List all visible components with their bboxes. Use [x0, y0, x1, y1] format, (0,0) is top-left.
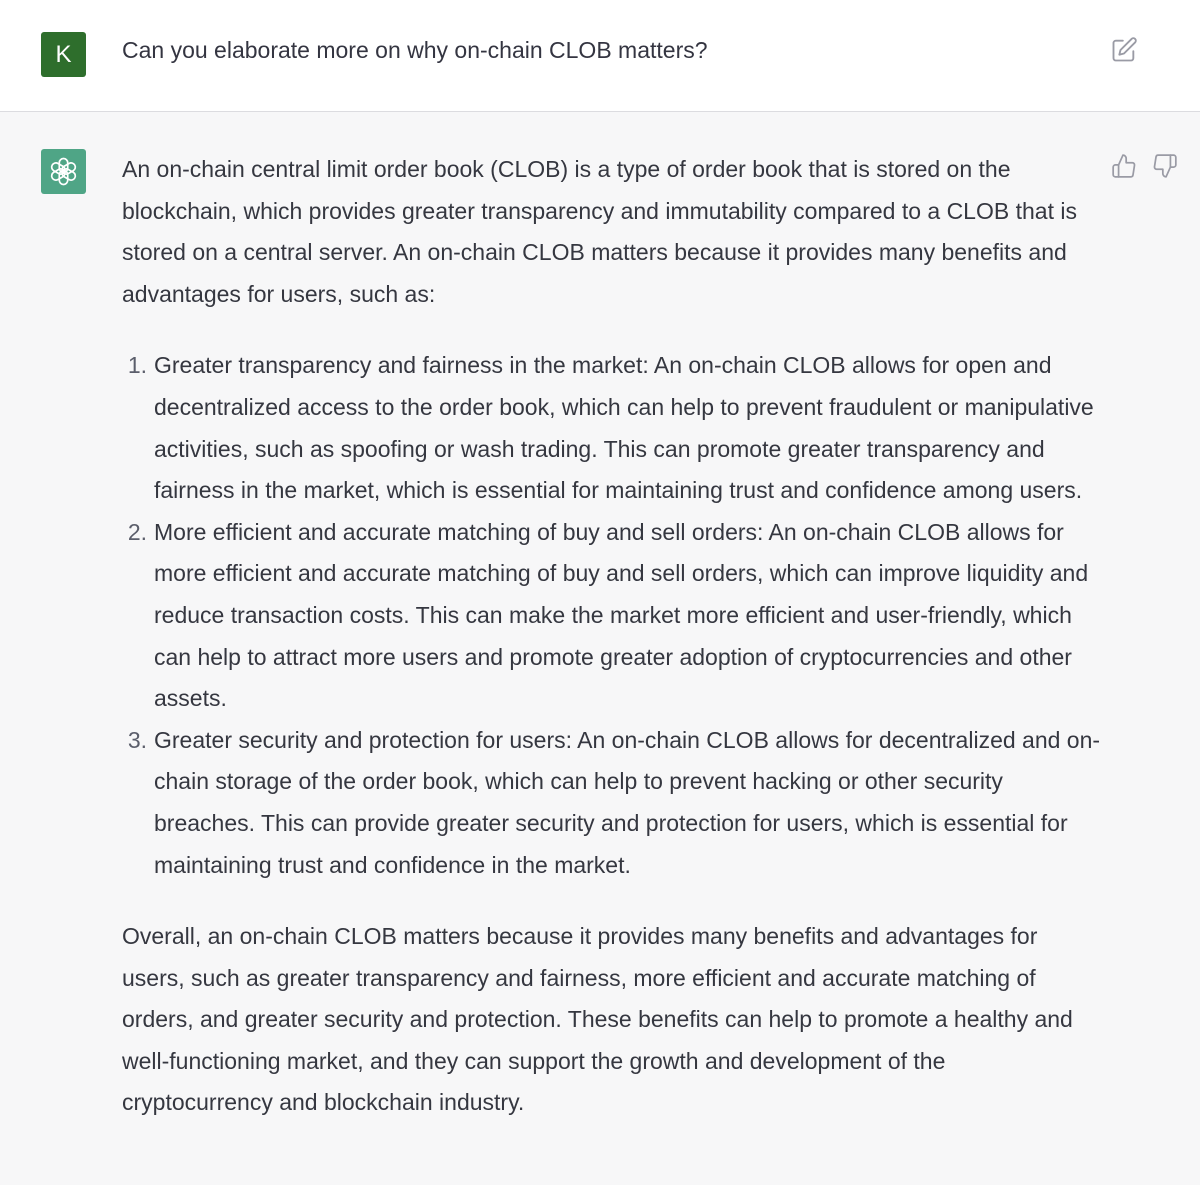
answer-intro: An on-chain central limit order book (CLOB) is a type of order book that is stored on the blockchain, which provides greater transparency and immutability compared to a CLOB that is stored on a central server. An on-chain CLOB matters because it provides many benefits and advantages for users, such as: — [122, 156, 1077, 307]
list-item-text: Greater security and protection for users: An on-chain CLOB allows for decentralized and on-chain storage of the order book, which can help to prevent hacking or other security breaches. This can provide greater security and protection for users, which is essential for maintaining trust and confidence in the market. — [154, 726, 1101, 878]
benefits-list — [122, 345, 1102, 886]
openai-logo-icon — [41, 149, 86, 194]
thumbs-down-icon[interactable] — [1152, 153, 1178, 179]
assistant-message-text — [122, 149, 1102, 1124]
list-item-number: 3. — [127, 726, 147, 753]
assistant-message-row — [0, 112, 1200, 1185]
list-item — [122, 720, 1102, 886]
list-item — [122, 345, 1102, 511]
user-message-row — [0, 0, 1200, 112]
list-item — [122, 512, 1102, 720]
edit-icon[interactable] — [1110, 36, 1138, 64]
list-item-number: 2. — [127, 518, 147, 545]
user-avatar: K — [41, 32, 86, 77]
list-item-number: 1. — [127, 352, 147, 379]
list-item-text: Greater transparency and fairness in the market: An on-chain CLOB allows for open and decentralized access to the order book, which can help to prevent fraudulent or manipulative activities, such as spoofing or wash trading. This can promote greater transparency and fairness in the market, which is essential for maintaining trust and confidence among users. — [154, 352, 1094, 504]
thumbs-up-icon[interactable] — [1111, 153, 1137, 179]
user-message-text: Can you elaborate more on why on-chain CLOB matters? — [122, 37, 708, 63]
list-item-text: More efficient and accurate matching of buy and sell orders: An on-chain CLOB allows for more efficient and accurate matching of buy and sell orders, which can improve liquidity and reduce transaction costs. This can make the market more efficient and user-friendly, which can help to attract more users and promote greater adoption of cryptocurrencies and other assets. — [154, 518, 1089, 712]
answer-conclusion: Overall, an on-chain CLOB matters because it provides many benefits and advantages for users, such as greater transparency and fairness, more efficient and accurate matching of orders, and greater security and protection. These benefits can help to promote a healthy and well-functioning market, and they can support the growth and development of the cryptocurrency and blockchain industry. — [122, 923, 1073, 1116]
